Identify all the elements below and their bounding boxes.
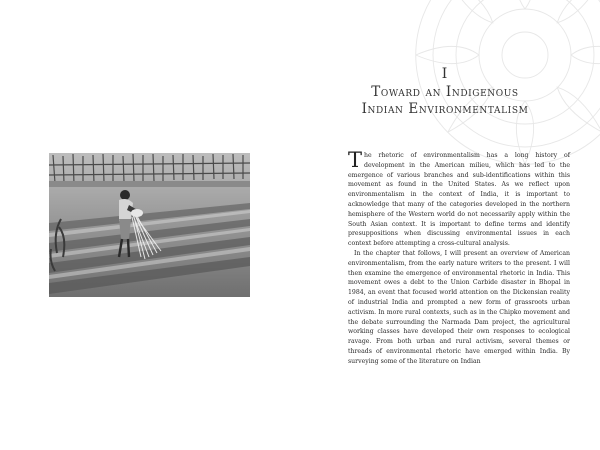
paragraph-2: In the chapter that follows, I will present an overview of American environmentalism, from the early nature writers to the present. I will then examine the emergence of environmental rhetoric in India. This movement owes a debt to the Union Carbide disaster in Bhopal in 1984, an event that focused world attention on the Dickensian reality of industrial India and prompted a new form of grassroots urban activism. In more rural contexts, such as in the Chipko movement and the debate surrounding the Narmada Dam project, the agricultural working classes have developed their own responses to ecological ravage. From both urban and rural activism, several themes or threads of environmental rhetoric have emerged within India. By surveying some of the literature on Indian: [348, 249, 570, 365]
chapter-number: I: [441, 66, 449, 82]
chapter-title-line2: Indian Environmentalism: [361, 101, 529, 117]
body-text: [348, 148, 570, 367]
paragraph-1: [348, 148, 570, 249]
chapter-title: [320, 84, 570, 118]
field-worker-watering-icon: [49, 153, 250, 297]
paragraph-1-text: he rhetoric of environmentalism has a long history of development in the American milieu, which has led to the emergence of various branches and sub-identifications within this movement as found in the United States. As we reflect upon environmentalism in the context of India, it is important to acknowledge that many of the categories developed in the northern hemisphere of the Western world do not necessarily apply within the South Asian context. It is important to define terms and identify presuppositions when discussing environmental issues in each context before attempting a cross-cultural analysis.: [348, 152, 570, 248]
drop-cap: T: [348, 148, 363, 172]
photo-field-worker: [49, 153, 250, 297]
chapter-title-line1: Toward an Indigenous: [371, 84, 519, 100]
